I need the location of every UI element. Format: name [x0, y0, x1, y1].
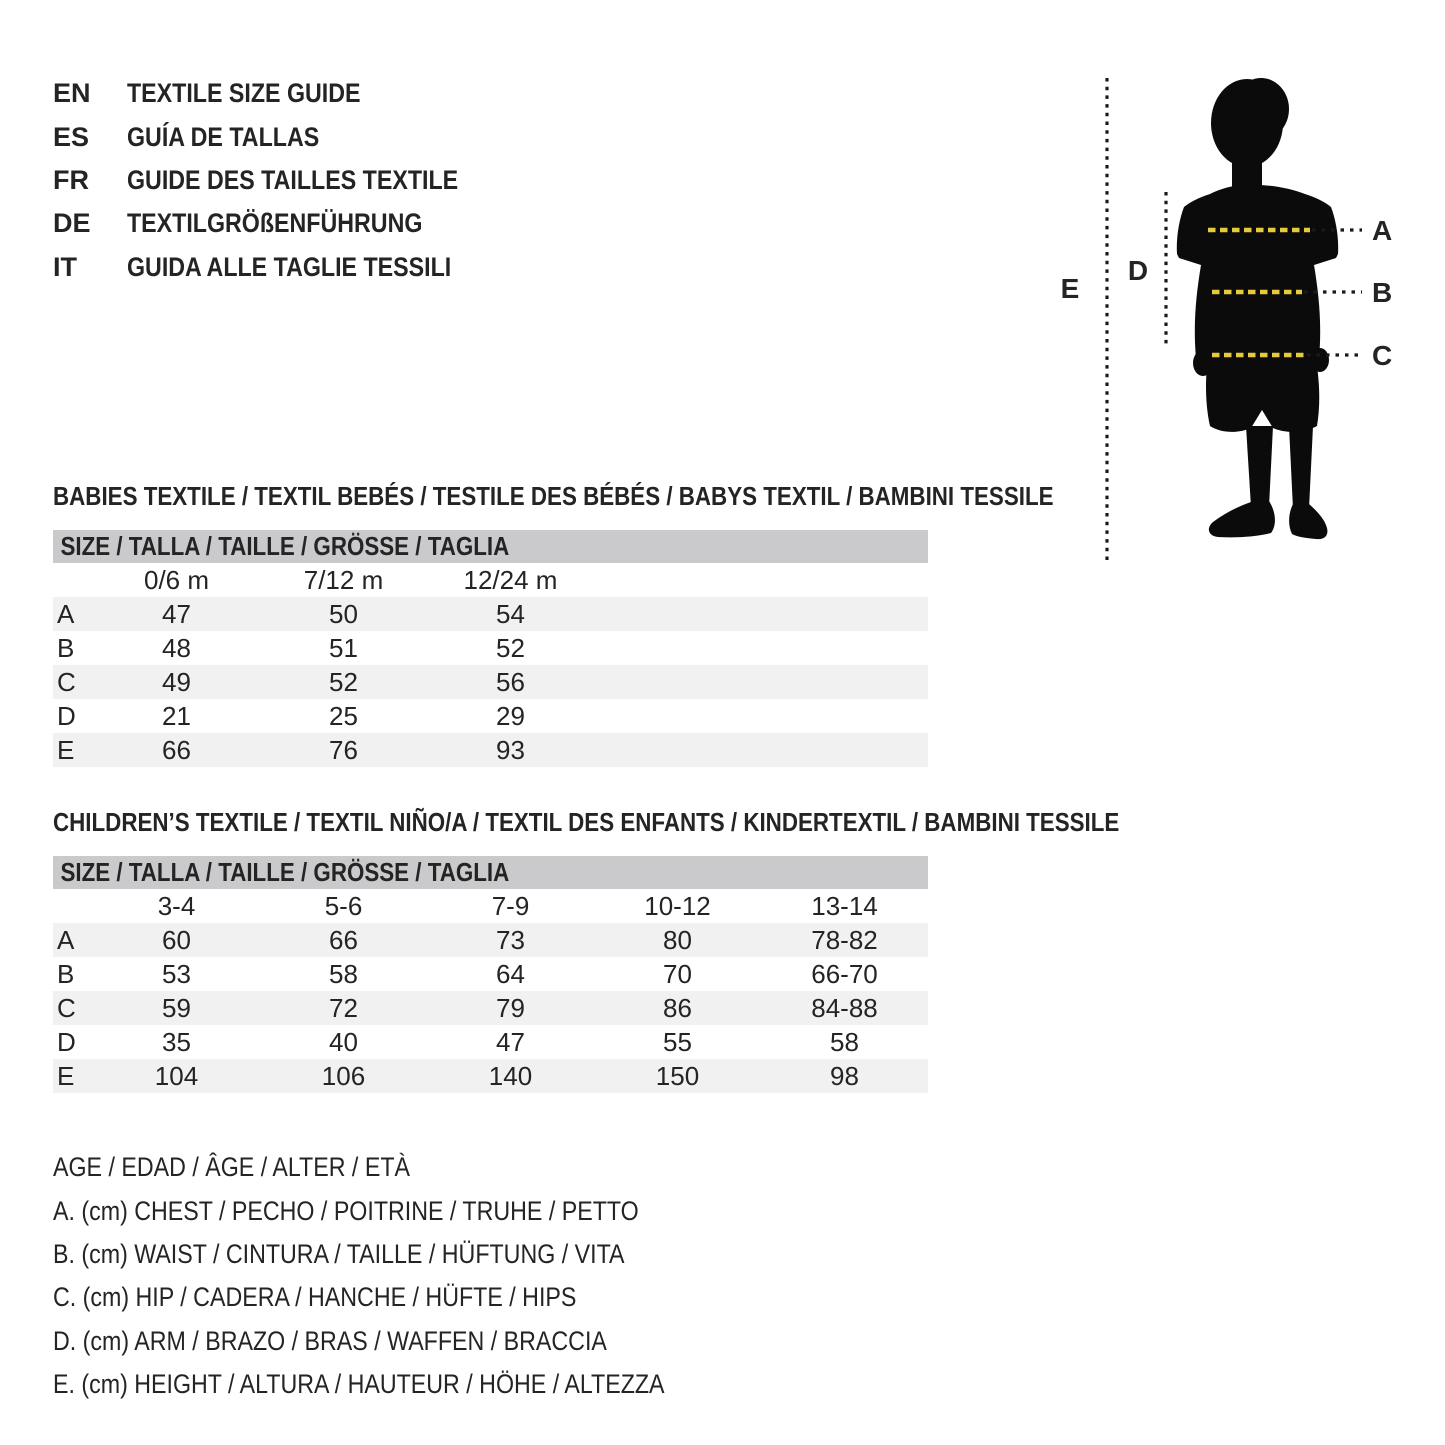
- children-section-title-text: CHILDREN’S TEXTILE / TEXTIL NIÑO/A / TEXTIL DES ENFANTS / KINDERTEXTIL / BAMBINI TESSILE: [53, 807, 1120, 837]
- column-header: 0/6 m: [143, 564, 210, 595]
- size-header-band: [53, 530, 928, 563]
- table-row: [53, 597, 928, 631]
- table-row: [53, 1025, 928, 1059]
- table-cell: 86: [663, 992, 692, 1023]
- table-cell: 50: [329, 598, 358, 629]
- row-label: C: [57, 666, 76, 697]
- language-title-block: [53, 72, 512, 289]
- table-cell: 52: [329, 666, 358, 697]
- table-cell: 54: [496, 598, 525, 629]
- table-cell: 140: [488, 1060, 533, 1091]
- table-cell: 47: [162, 598, 191, 629]
- column-header: 12/24 m: [463, 564, 558, 595]
- table-row: [53, 665, 928, 699]
- babies-size-table: [53, 530, 928, 767]
- size-header-text: SIZE / TALLA / TAILLE / GRÖSSE / TAGLIA: [60, 857, 510, 887]
- guide-title-en: TEXTILE SIZE GUIDE: [127, 78, 361, 109]
- table-row: [53, 733, 928, 767]
- language-row: [53, 202, 512, 245]
- table-cell: 66: [329, 924, 358, 955]
- table-cell: 58: [329, 958, 358, 989]
- legend-waist: B. (cm) WAIST / CINTURA / TAILLE / HÜFTUNG / VITA: [53, 1238, 625, 1269]
- language-row: [53, 246, 512, 289]
- guide-title-it: GUIDA ALLE TAGLIE TESSILI: [127, 251, 452, 282]
- row-label: E: [57, 734, 75, 765]
- row-label: B: [57, 958, 75, 989]
- table-cell: 106: [321, 1060, 366, 1091]
- guide-title-de: TEXTILGRÖßENFÜHRUNG: [127, 208, 423, 239]
- guide-title-fr: GUIDE DES TAILLES TEXTILE: [127, 164, 459, 195]
- table-cell: 150: [655, 1060, 700, 1091]
- column-header: 7-9: [491, 890, 530, 921]
- language-row: [53, 159, 512, 202]
- table-cell: 60: [162, 924, 191, 955]
- table-cell: 51: [329, 632, 358, 663]
- row-label: D: [57, 1026, 76, 1057]
- table-cell: 58: [830, 1026, 859, 1057]
- table-cell: 104: [154, 1060, 199, 1091]
- legend-height: E. (cm) HEIGHT / ALTURA / HAUTEUR / HÖHE / ALTEZZA: [53, 1369, 665, 1400]
- table-row: [53, 1059, 928, 1093]
- table-cell: 66-70: [811, 958, 878, 989]
- label-a: A: [1372, 215, 1393, 246]
- table-cell: 93: [496, 734, 525, 765]
- table-cell: 55: [663, 1026, 692, 1057]
- table-row: [53, 631, 928, 665]
- row-label: D: [57, 700, 76, 731]
- column-header: 10-12: [644, 890, 711, 921]
- table-cell: 47: [496, 1026, 525, 1057]
- table-cell: 59: [162, 992, 191, 1023]
- row-label: C: [57, 992, 76, 1023]
- babies-section-title-text: BABIES TEXTILE / TEXTIL BEBÉS / TESTILE DES BÉBÉS / BABYS TEXTIL / BAMBINI TESSILE: [53, 481, 1054, 511]
- table-cell: 76: [329, 734, 358, 765]
- legend-chest: A. (cm) CHEST / PECHO / POITRINE / TRUHE / PETTO: [53, 1195, 639, 1226]
- guide-title-es: GUÍA DE TALLAS: [127, 121, 320, 152]
- table-cell: 35: [162, 1026, 191, 1057]
- column-header: 7/12 m: [303, 564, 384, 595]
- table-row: [53, 699, 928, 733]
- table-row: [53, 923, 928, 957]
- column-header: 13-14: [811, 890, 878, 921]
- language-code: EN: [53, 78, 91, 109]
- children-size-table: [53, 856, 928, 1093]
- label-d: D: [1127, 255, 1149, 286]
- table-header-row: [53, 889, 928, 923]
- table-cell: 78-82: [811, 924, 878, 955]
- table-cell: 79: [496, 992, 525, 1023]
- table-cell: 84-88: [811, 992, 878, 1023]
- table-cell: 80: [663, 924, 692, 955]
- children-section-title: [53, 807, 1293, 837]
- row-label: B: [57, 632, 75, 663]
- size-header-band: [53, 856, 928, 889]
- language-row: [53, 72, 512, 115]
- table-cell: 29: [496, 700, 525, 731]
- language-code: DE: [53, 208, 91, 239]
- table-cell: 40: [329, 1026, 358, 1057]
- row-label: E: [57, 1060, 75, 1091]
- legend-age: AGE / EDAD / ÂGE / ALTER / ETÀ: [53, 1152, 411, 1183]
- table-cell: 25: [329, 700, 358, 731]
- table-cell: 73: [496, 924, 525, 955]
- column-header: 5-6: [324, 890, 363, 921]
- table-header-row: [53, 563, 928, 597]
- table-row: [53, 957, 928, 991]
- table-cell: 56: [496, 666, 525, 697]
- table-cell: 53: [162, 958, 191, 989]
- row-label: A: [57, 598, 75, 629]
- legend-arm: D. (cm) ARM / BRAZO / BRAS / WAFFEN / BRACCIA: [53, 1325, 607, 1356]
- measurement-legend: [53, 1146, 764, 1406]
- language-row: [53, 115, 512, 158]
- table-cell: 49: [162, 666, 191, 697]
- table-row: [53, 991, 928, 1025]
- table-cell: 52: [496, 632, 525, 663]
- label-b: B: [1372, 277, 1393, 308]
- child-silhouette-figure: [1040, 60, 1445, 600]
- size-header-text: SIZE / TALLA / TAILLE / GRÖSSE / TAGLIA: [60, 531, 510, 561]
- language-code: FR: [53, 164, 89, 195]
- legend-hip: C. (cm) HIP / CADERA / HANCHE / HÜFTE / HIPS: [53, 1282, 577, 1313]
- column-header: 3-4: [157, 890, 196, 921]
- label-e: E: [1060, 273, 1080, 304]
- table-cell: 48: [162, 632, 191, 663]
- label-c: C: [1372, 340, 1393, 371]
- language-code: ES: [53, 121, 90, 152]
- row-label: A: [57, 924, 75, 955]
- table-cell: 72: [329, 992, 358, 1023]
- babies-section-title: [53, 481, 1216, 511]
- table-cell: 70: [663, 958, 692, 989]
- table-cell: 66: [162, 734, 191, 765]
- table-cell: 21: [162, 700, 191, 731]
- table-cell: 64: [496, 958, 525, 989]
- table-cell: 98: [830, 1060, 859, 1091]
- child-silhouette: [1177, 78, 1338, 539]
- language-code: IT: [53, 251, 77, 282]
